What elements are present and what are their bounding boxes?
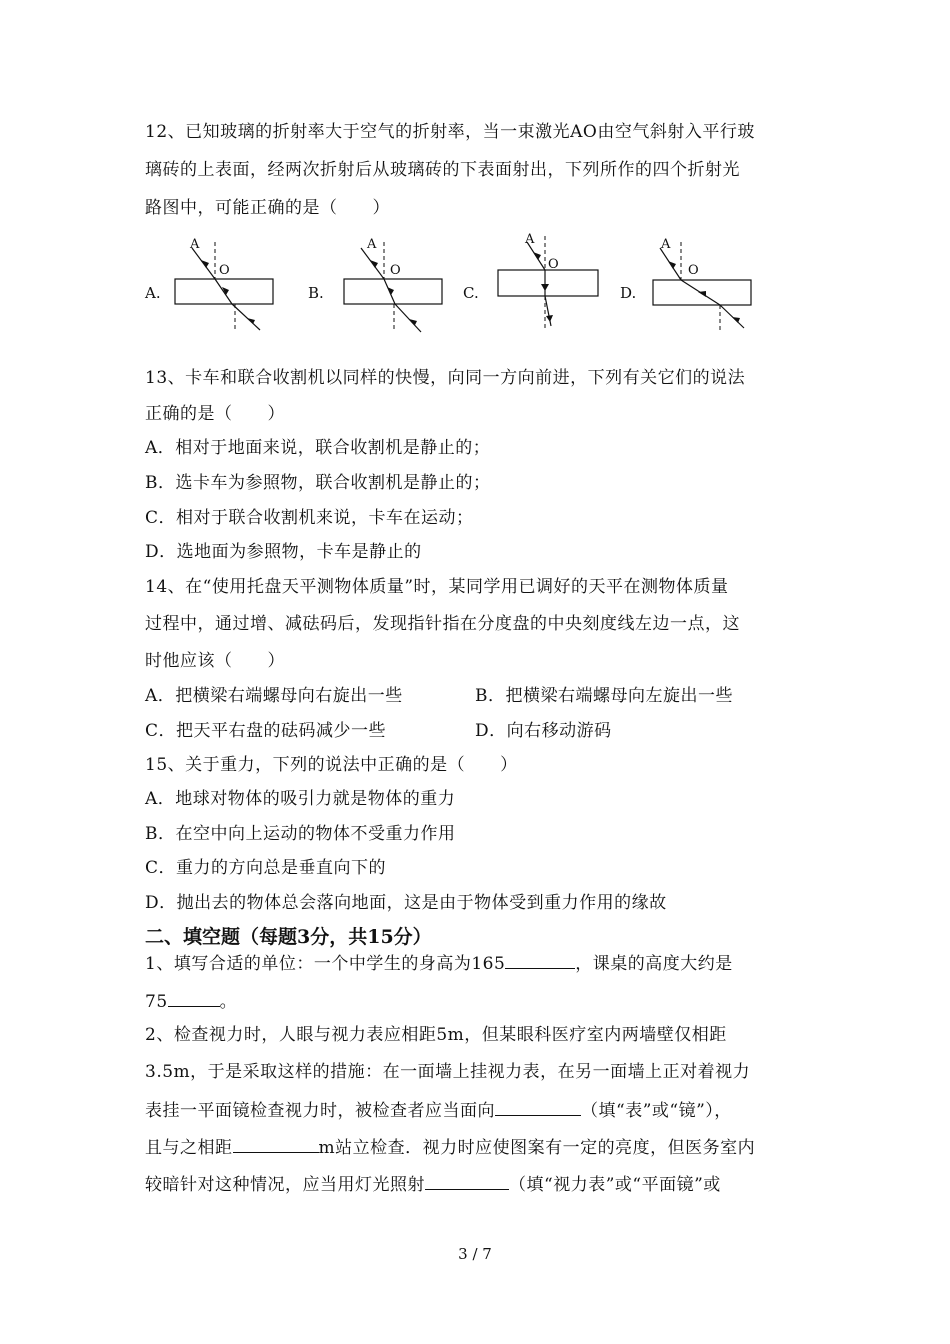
fill-2-line-3 [145, 1099, 732, 1122]
q12-option-a-point-o: O [219, 263, 230, 278]
fill-1-text-a: 1、填写合适的单位：一个中学生的身高为165 [145, 954, 506, 974]
q14-line-3: 时他应该（ ） [145, 651, 285, 671]
page-number: 3 / 7 [458, 1245, 492, 1263]
q12-diagram-a [170, 232, 280, 337]
q14-line-1: 14、在“使用托盘天平测物体质量”时，某同学用已调好的天平在测物体质量 [145, 577, 729, 597]
q12-option-c-label: C. [463, 284, 479, 302]
q13-option-b: B．选卡车为参照物，联合收割机是静止的； [145, 473, 491, 493]
q12-diagram-c [493, 228, 608, 333]
q12-line-1: 12、已知玻璃的折射率大于空气的折射率，当一束激光AO由空气斜射入平行玻 [145, 122, 755, 142]
q12-option-d-point-o: O [688, 263, 699, 278]
fill-1-line-2 [145, 990, 237, 1013]
q12-option-a-label: A. [145, 284, 161, 302]
fill-2-line-5 [145, 1173, 721, 1196]
q15-line-1: 15、关于重力，下列的说法中正确的是（ ） [145, 755, 518, 775]
q14-option-a: A．把横梁右端螺母向右旋出一些 [145, 686, 403, 706]
q12-diagram-b [339, 232, 449, 337]
fill-2-text-f: （填“视力表”或“平面镜”或 [509, 1175, 721, 1195]
fill-1-text-b: ，课桌的高度大约是 [575, 954, 733, 974]
fill-1-blank-desk-unit[interactable] [168, 990, 220, 1007]
q14-option-b: B．把横梁右端螺母向左旋出一些 [475, 686, 733, 706]
q13-option-d: D．选地面为参照物，卡车是静止的 [145, 542, 422, 562]
q12-line-3: 路图中，可能正确的是（ ） [145, 198, 390, 218]
q12-option-b-point-a: A [367, 237, 377, 252]
fill-2-line-1: 2、检查视力时，人眼与视力表应相距5m，但某眼科医疗室内两墙壁仅相距 [145, 1025, 727, 1045]
q12-option-c-point-a: A [525, 232, 535, 247]
q13-option-a: A．相对于地面来说，联合收割机是静止的； [145, 438, 491, 458]
fill-2-blank-face[interactable] [495, 1099, 581, 1116]
fill-2-text-c: 且与之相距 [145, 1138, 233, 1158]
q14-option-c: C．把天平右盘的砝码减少一些 [145, 721, 387, 741]
fill-2-line-2: 3.5m，于是采取这样的措施：在一面墙上挂视力表，在另一面墙上正对着视力 [145, 1062, 751, 1082]
q14-line-2: 过程中，通过增、减砝码后，发现指针指在分度盘的中央刻度线左边一点，这 [145, 614, 740, 634]
fill-2-text-a: 表挂一平面镜检查视力时，被检查者应当面向 [145, 1101, 495, 1121]
q13-option-c: C．相对于联合收割机来说，卡车在运动； [145, 508, 474, 528]
fill-1-line-1 [145, 952, 733, 975]
fill-2-text-b: （填“表”或“镜”）， [581, 1101, 732, 1121]
fill-2-text-d: m站立检查．视力时应使图案有一定的亮度，但医务室内 [318, 1138, 756, 1158]
q13-line-1: 13、卡车和联合收割机以同样的快慢，向同一方向前进，下列有关它们的说法 [145, 368, 746, 388]
q12-option-a-point-a: A [190, 237, 200, 252]
q12-line-2: 璃砖的上表面，经两次折射后从玻璃砖的下表面射出，下列所作的四个折射光 [145, 160, 740, 180]
fill-1-text-c: 75 [145, 992, 168, 1012]
fill-2-line-4 [145, 1136, 755, 1159]
fill-1-blank-height-unit[interactable] [505, 952, 575, 969]
q15-option-b: B．在空中向上运动的物体不受重力作用 [145, 824, 456, 844]
q13-line-2: 正确的是（ ） [145, 404, 285, 424]
q12-option-d-point-a: A [661, 237, 671, 252]
fill-2-blank-distance[interactable] [233, 1136, 319, 1153]
fill-2-text-e: 较暗针对这种情况，应当用灯光照射 [145, 1175, 425, 1195]
q15-option-a: A．地球对物体的吸引力就是物体的重力 [145, 789, 456, 809]
q14-option-d: D．向右移动游码 [475, 721, 612, 741]
fill-2-blank-illuminate[interactable] [425, 1173, 509, 1190]
fill-1-text-d: 。 [219, 992, 238, 1012]
q12-option-c-point-o: O [548, 257, 559, 272]
q12-option-b-label: B. [308, 284, 324, 302]
section-fill-in-heading: 二、填空题（每题3分，共15分） [145, 926, 432, 948]
q15-option-d: D．抛出去的物体总会落向地面，这是由于物体受到重力作用的缘故 [145, 893, 667, 913]
q12-option-b-point-o: O [390, 263, 401, 278]
q15-option-c: C．重力的方向总是垂直向下的 [145, 858, 387, 878]
q12-option-d-label: D. [620, 284, 637, 302]
